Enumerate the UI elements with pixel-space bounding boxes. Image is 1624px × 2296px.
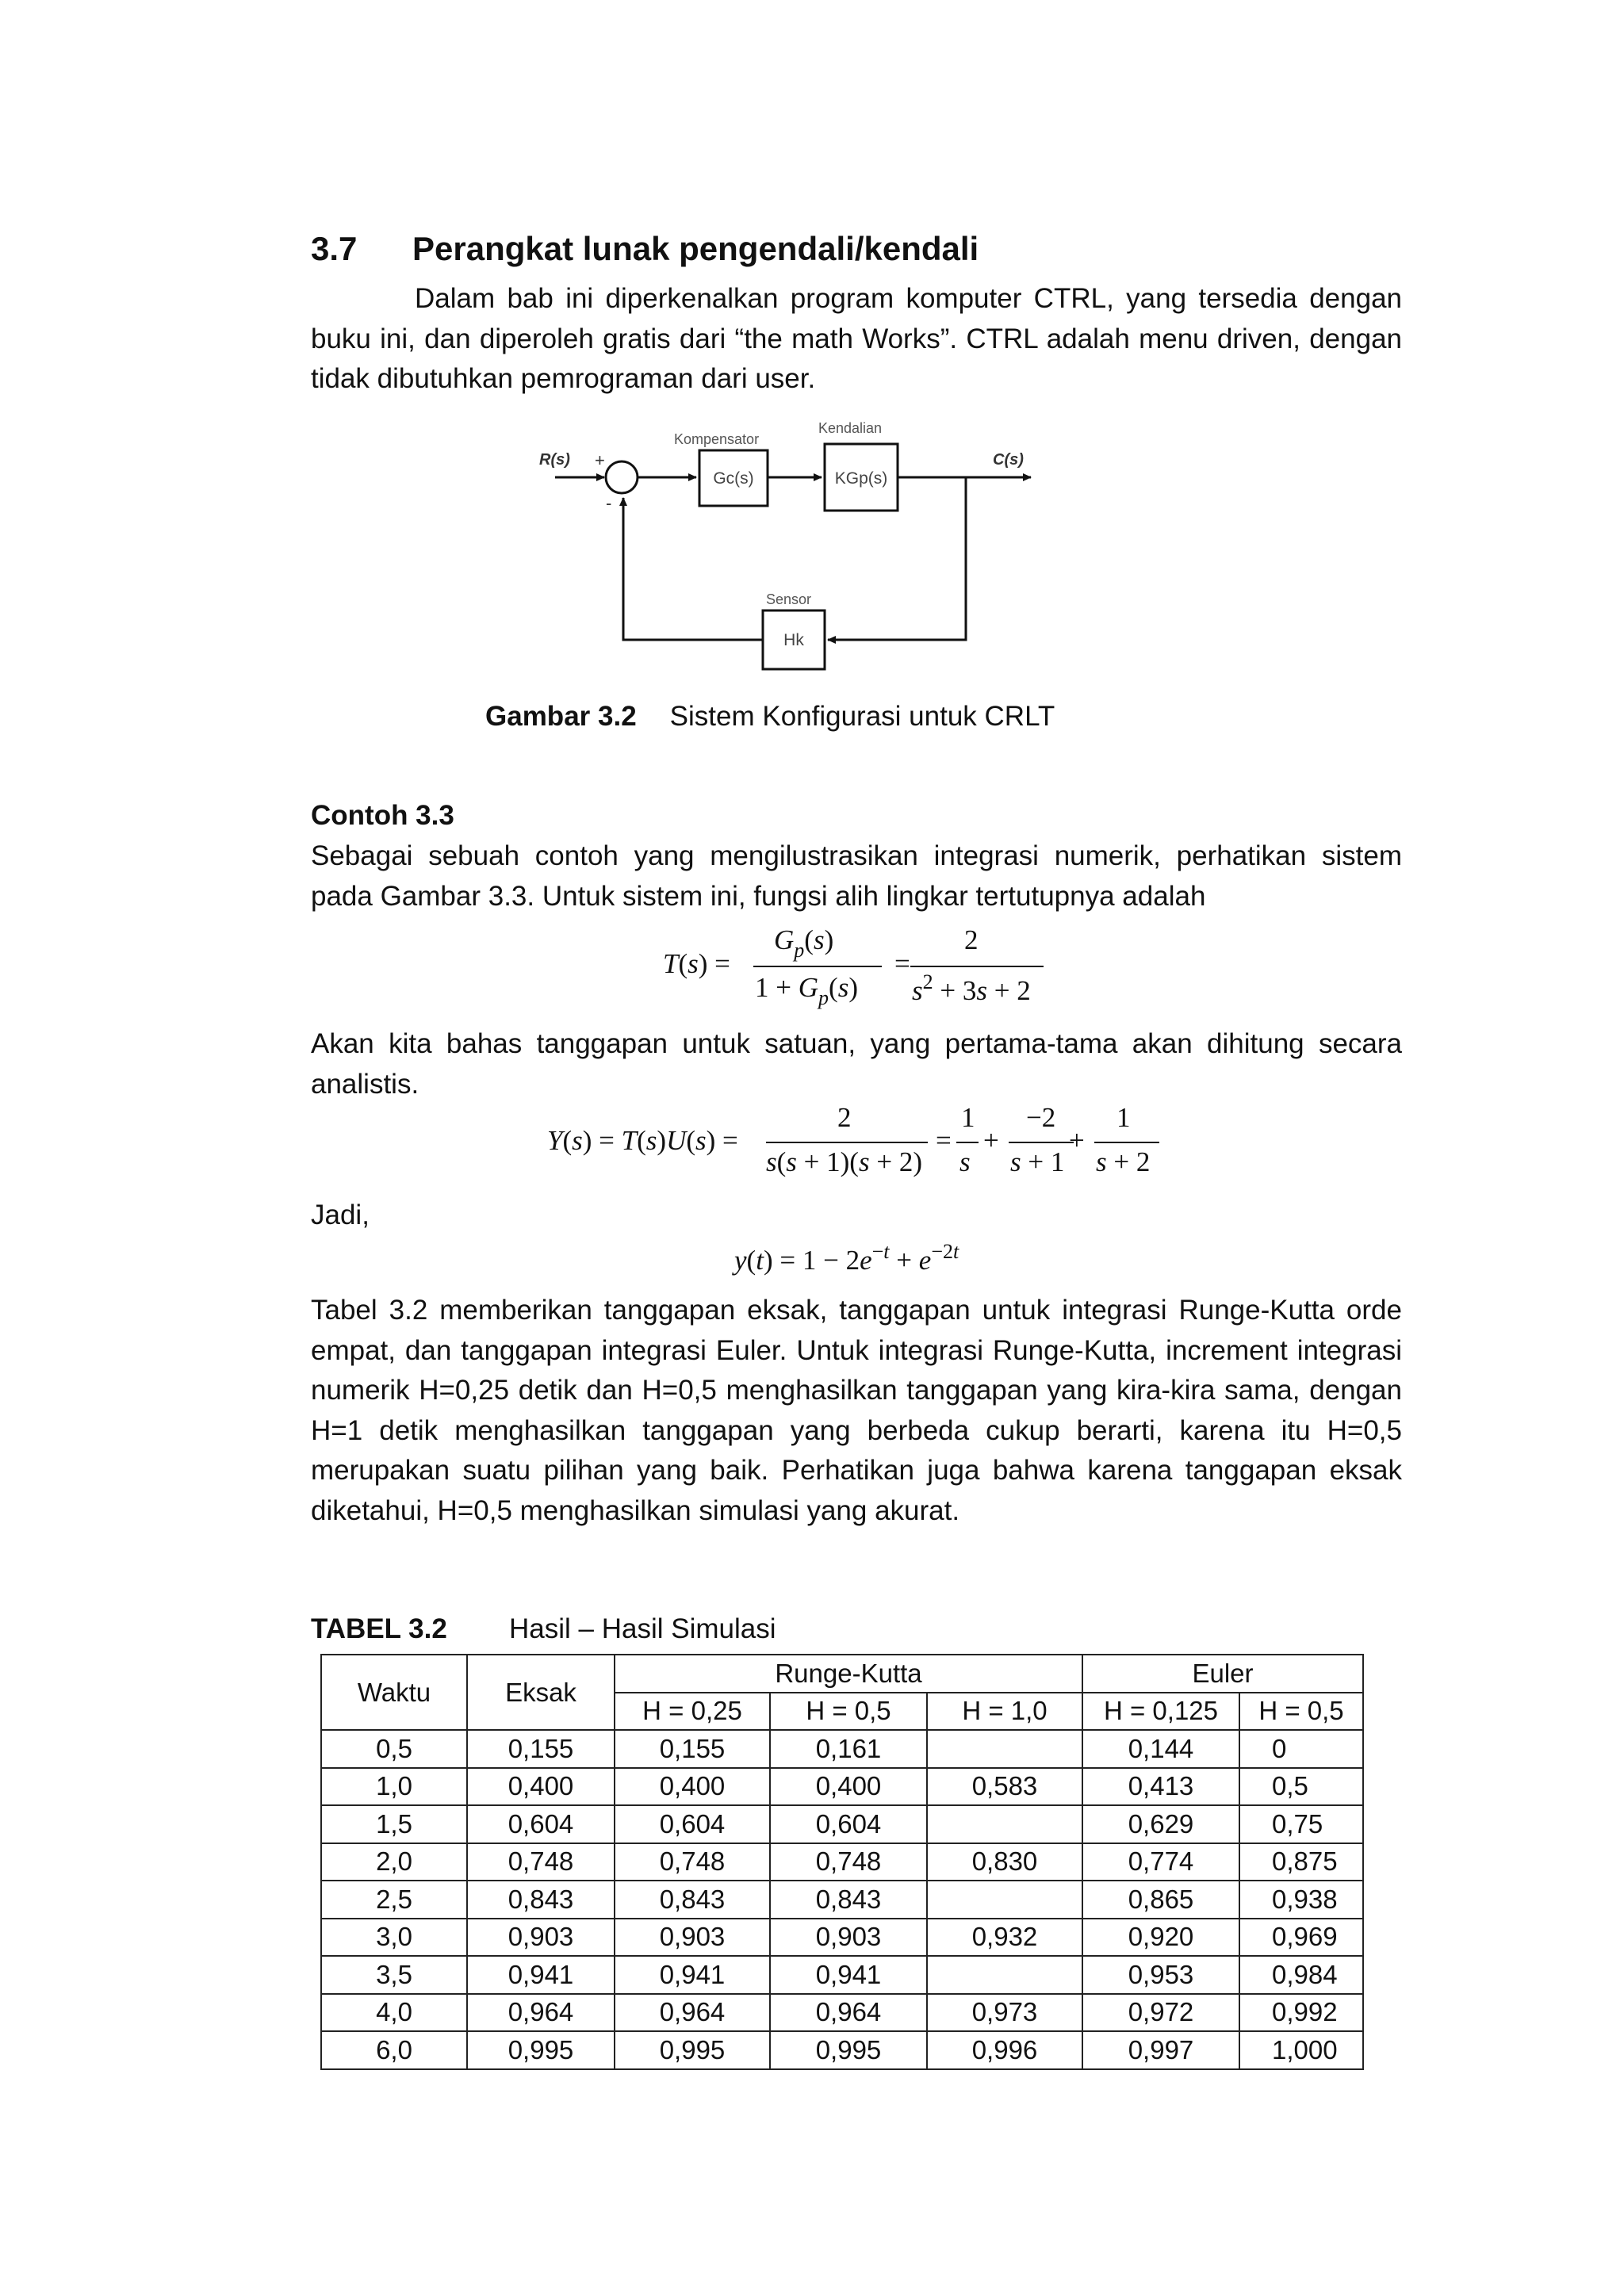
section-number: 3.7 <box>311 230 358 267</box>
table-label: TABEL 3.2 <box>311 1613 447 1644</box>
table-cell: 0,748 <box>467 1843 615 1881</box>
equation-time-response: $y(t) = 1 - 2e^{-t} + e^{-2t}$ <box>734 1240 959 1276</box>
table-cell: 0,583 <box>927 1768 1082 1806</box>
compensator-title: Kompensator <box>674 431 760 447</box>
table-caption: Hasil – Hasil Simulasi <box>509 1613 776 1644</box>
header-waktu: Waktu <box>321 1655 467 1730</box>
eq2-den1: s(s + 1)(s + 2) <box>766 1146 922 1177</box>
table-cell: 0,774 <box>1082 1843 1239 1881</box>
table-cell: 0,843 <box>467 1881 615 1919</box>
table-cell: 0,155 <box>615 1730 770 1768</box>
table-cell: 0,938 <box>1239 1881 1363 1919</box>
table-cell: 0,400 <box>467 1768 615 1806</box>
table-cell: 0,964 <box>615 1994 770 2032</box>
table-cell: 0,843 <box>770 1881 927 1919</box>
table-cell: 0 <box>1239 1730 1363 1768</box>
table-cell: 1,0 <box>321 1768 467 1806</box>
header-euler: Euler <box>1082 1655 1363 1693</box>
table-cell: 0,144 <box>1082 1730 1239 1768</box>
eq2-t1-num: 1 <box>961 1102 975 1133</box>
table-cell: 0,941 <box>615 1956 770 1994</box>
jadi-text: Jadi, <box>311 1200 370 1230</box>
table-row <box>321 1919 1363 1957</box>
table-row <box>321 1881 1363 1919</box>
table-cell: 0,972 <box>1082 1994 1239 2032</box>
table-cell: 0,400 <box>770 1768 927 1806</box>
table-cell: 0,604 <box>770 1805 927 1843</box>
subheader-rk-h05: H = 0,5 <box>770 1693 927 1731</box>
table-cell: 0,604 <box>467 1805 615 1843</box>
plant-block-label: KGp(s) <box>834 469 888 488</box>
table-cell: 0,953 <box>1082 1956 1239 1994</box>
subheader-rk-h10: H = 1,0 <box>927 1693 1082 1731</box>
results-table-body <box>321 1730 1363 2069</box>
subheader-euler-h05: H = 0,5 <box>1239 1693 1363 1731</box>
subheader-euler-h0125: H = 0,125 <box>1082 1693 1239 1731</box>
table-cell: 4,0 <box>321 1994 467 2032</box>
table-cell: 0,604 <box>615 1805 770 1843</box>
figure-caption-text: Sistem Konfigurasi untuk CRLT <box>669 701 1055 732</box>
table-cell: 0,969 <box>1239 1919 1363 1957</box>
eq2-t3-num: 1 <box>1116 1102 1131 1133</box>
table-cell: 0,629 <box>1082 1805 1239 1843</box>
table-cell: 0,995 <box>467 2031 615 2069</box>
eq1-den1: $1 + G_p(s)$ <box>755 972 858 1009</box>
example-title: Contoh 3.3 <box>311 800 454 831</box>
plus-sign: + <box>595 450 605 470</box>
table-row <box>321 1768 1363 1806</box>
table-cell <box>927 1956 1082 1994</box>
section-title: Perangkat lunak pengendali/kendali <box>412 230 979 267</box>
table-cell: 0,992 <box>1239 1994 1363 2032</box>
table-cell: 0,997 <box>1082 2031 1239 2069</box>
table-cell: 0,400 <box>615 1768 770 1806</box>
eq1-num1: $G_p(s)$ <box>774 924 834 962</box>
table-cell: 0,155 <box>467 1730 615 1768</box>
eq1-lhs: T(s) = <box>663 948 730 979</box>
table-row <box>321 1994 1363 2032</box>
table-cell: 2,5 <box>321 1881 467 1919</box>
section-heading <box>311 230 979 268</box>
table-cell: 0,5 <box>1239 1768 1363 1806</box>
table-cell <box>927 1881 1082 1919</box>
compensator-block-label: Gc(s) <box>713 469 754 488</box>
table-cell: 0,964 <box>770 1994 927 2032</box>
eq2-t2-den: s + 1 <box>1010 1146 1065 1177</box>
table-cell: 1,5 <box>321 1805 467 1843</box>
table-cell: 0,161 <box>770 1730 927 1768</box>
table-cell: 0,964 <box>467 1994 615 2032</box>
table-cell <box>927 1730 1082 1768</box>
eq1-den2: $s^2 + 3s + 2$ <box>912 970 1031 1006</box>
block-diagram <box>523 412 1047 682</box>
table-cell: 0,995 <box>770 2031 927 2069</box>
summing-junction <box>606 461 638 493</box>
table-row <box>321 1956 1363 1994</box>
table-cell: 0,875 <box>1239 1843 1363 1881</box>
table-row <box>321 1805 1363 1843</box>
example-paragraph-2: Akan kita bahas tanggapan untuk satuan, yang pertama-tama akan dihitung secara analistis. <box>311 1028 1402 1100</box>
table-cell: 0,748 <box>615 1843 770 1881</box>
eq2-lhs: Y(s) = T(s)U(s) = <box>547 1125 738 1156</box>
table-cell: 0,995 <box>615 2031 770 2069</box>
eq1-eq: = <box>894 948 910 979</box>
eq2-t1-den: s <box>959 1146 971 1177</box>
table-cell: 3,5 <box>321 1956 467 1994</box>
header-runge-kutta: Runge-Kutta <box>615 1655 1082 1693</box>
table-cell: 0,984 <box>1239 1956 1363 1994</box>
eq2-t2-num: −2 <box>1026 1102 1056 1133</box>
table-row <box>321 1730 1363 1768</box>
eq1-num2: 2 <box>964 924 979 955</box>
minus-sign: - <box>606 493 612 513</box>
table-cell: 0,830 <box>927 1843 1082 1881</box>
table-cell: 0,932 <box>927 1919 1082 1957</box>
sensor-block-label: Hk <box>783 631 804 649</box>
plant-title: Kendalian <box>818 420 883 436</box>
table-cell: 0,903 <box>615 1919 770 1957</box>
table-cell: 3,0 <box>321 1919 467 1957</box>
table-cell: 0,865 <box>1082 1881 1239 1919</box>
table-cell: 2,0 <box>321 1843 467 1881</box>
figure-caption <box>485 701 1055 733</box>
table-cell: 1,000 <box>1239 2031 1363 2069</box>
subheader-rk-h025: H = 0,25 <box>615 1693 770 1731</box>
output-label: C(s) <box>993 451 1024 469</box>
eq2-t3-den: s + 2 <box>1096 1146 1151 1177</box>
table-cell: 0,903 <box>770 1919 927 1957</box>
table-cell: 6,0 <box>321 2031 467 2069</box>
table-row <box>321 1843 1363 1881</box>
table-cell: 0,5 <box>321 1730 467 1768</box>
table-cell: 0,843 <box>615 1881 770 1919</box>
sensor-title: Sensor <box>766 591 812 607</box>
table-cell: 0,413 <box>1082 1768 1239 1806</box>
header-eksak: Eksak <box>467 1655 615 1730</box>
table-row <box>321 2031 1363 2069</box>
input-label: R(s) <box>539 451 570 469</box>
eq2-num1: 2 <box>837 1102 852 1133</box>
results-table <box>320 1654 1364 2070</box>
table-cell: 0,903 <box>467 1919 615 1957</box>
example-paragraph-3: Tabel 3.2 memberikan tanggapan eksak, tanggapan untuk integrasi Runge-Kutta orde empat, dan tanggapan integrasi Euler. Untuk integrasi Runge-Kutta, increment integrasi numerik H=0,25 detik dan H=0,5 menghasilkan tanggapan yang kira-kira sama, dengan H=1 detik menghasilkan tanggapan yang berbeda cukup berarti, karena itu H=0,5 merupakan suatu pilihan yang baik. Perhatikan juga bahwa karena tanggapan eksak diketahui, H=0,5 menghasilkan simulasi yang akurat. <box>311 1295 1402 1526</box>
figure-caption-label: Gambar 3.2 <box>485 701 637 732</box>
table-title <box>311 1613 776 1645</box>
table-cell: 0,996 <box>927 2031 1082 2069</box>
table-cell: 0,941 <box>770 1956 927 1994</box>
example-paragraph-1: Sebagai sebuah contoh yang mengilustrasikan integrasi numerik, perhatikan sistem pada Gambar 3.3. Untuk sistem ini, fungsi alih lingkar tertutupnya adalah <box>311 840 1402 912</box>
table-cell: 0,75 <box>1239 1805 1363 1843</box>
table-cell: 0,920 <box>1082 1919 1239 1957</box>
feedback-path-left <box>623 498 763 640</box>
table-cell <box>927 1805 1082 1843</box>
table-cell: 0,941 <box>467 1956 615 1994</box>
table-cell: 0,748 <box>770 1843 927 1881</box>
table-cell: 0,973 <box>927 1994 1082 2032</box>
intro-paragraph: Dalam bab ini diperkenalkan program komputer CTRL, yang tersedia dengan buku ini, dan diperoleh gratis dari “the math Works”. CTRL adalah menu driven, dengan tidak dibutuhkan pemrograman dari user. <box>311 283 1402 394</box>
